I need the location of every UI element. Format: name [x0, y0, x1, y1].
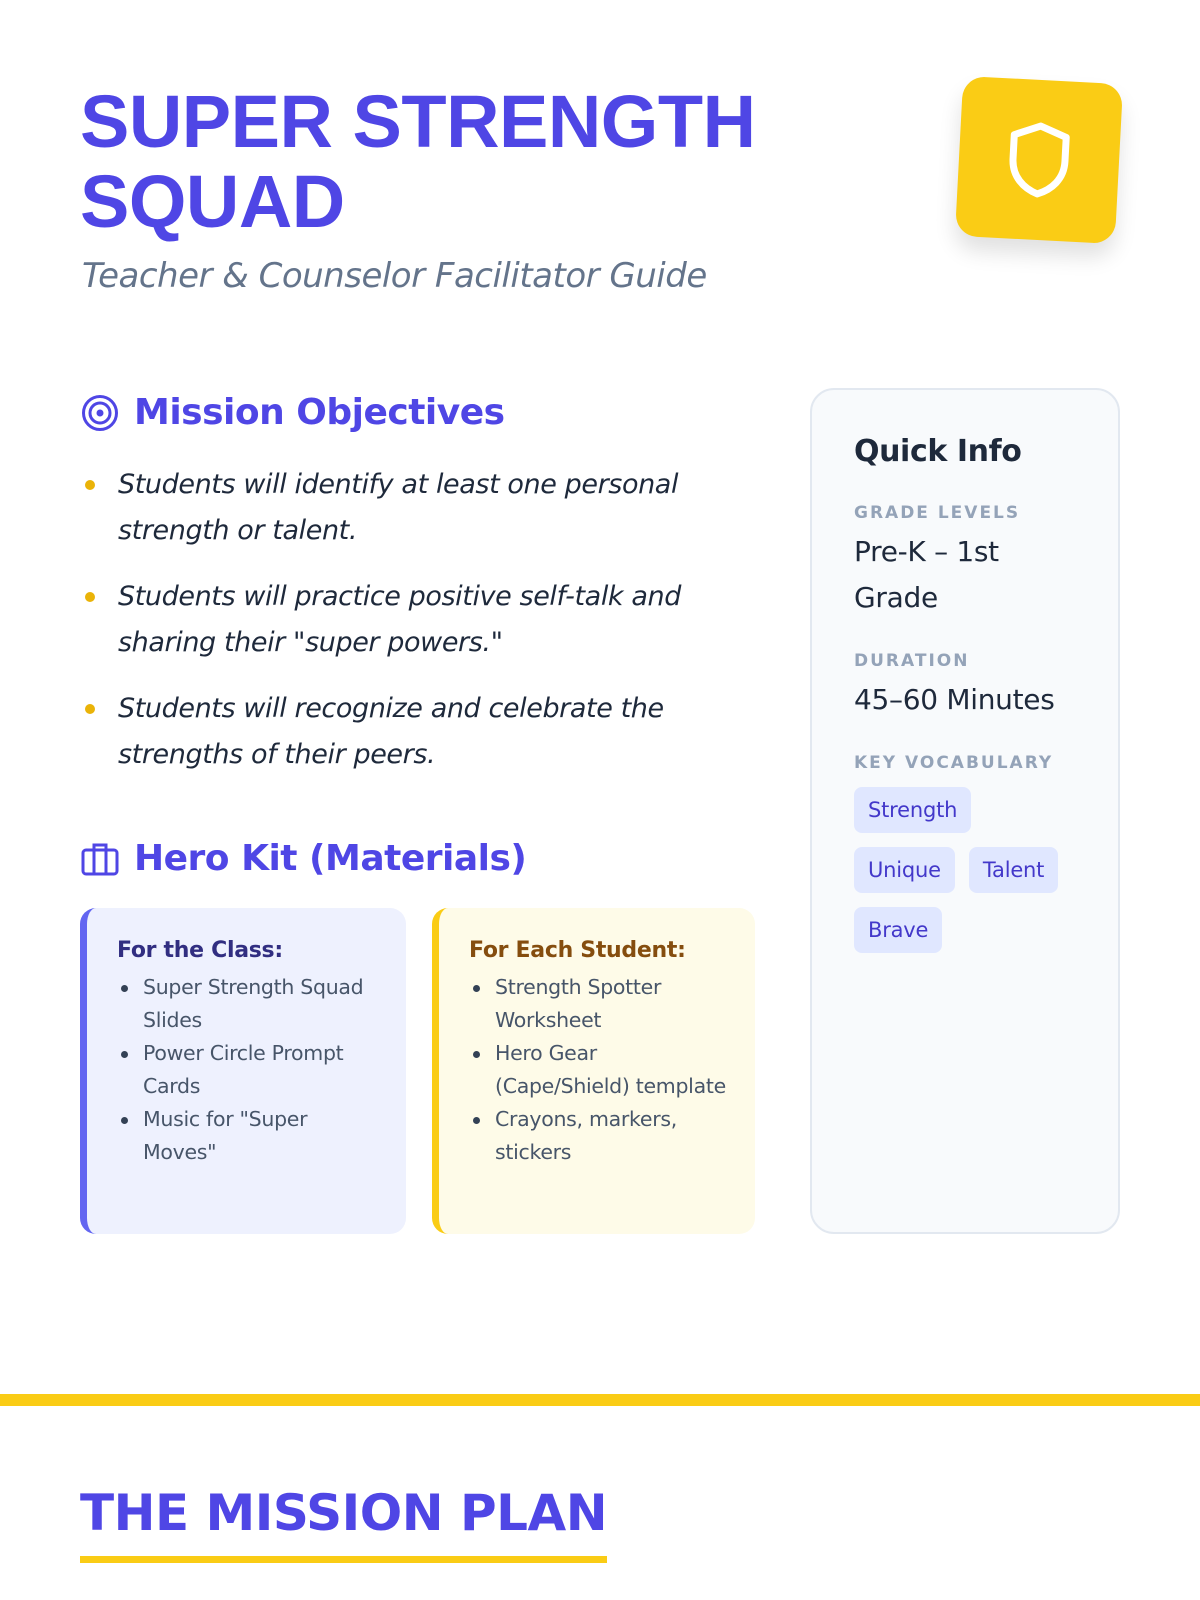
guide-subtitle: Teacher & Counselor Facilitator Guide: [82, 256, 707, 296]
list-item: [80, 686, 720, 778]
bullet-icon: [85, 480, 95, 490]
vocabulary-chips: [854, 787, 1084, 953]
quick-info-title: Quick Info: [854, 434, 1022, 469]
section-divider: [0, 1394, 1200, 1406]
vocab-chip: Brave: [854, 907, 942, 953]
list-item: Strength Spotter Worksheet: [469, 971, 731, 1037]
guide-title: SUPER STRENGTH SQUAD: [80, 80, 756, 243]
key-vocabulary-label: KEY VOCABULARY: [854, 753, 1054, 773]
shield-badge: [955, 76, 1123, 244]
mission-objectives-heading: [80, 392, 505, 433]
objectives-list: [80, 462, 720, 798]
bullet-icon: [85, 704, 95, 714]
class-materials-card: [80, 908, 406, 1234]
list-item: Crayons, markers, stickers: [469, 1103, 731, 1169]
objective-text: Students will identify at least one personal strength or talent.: [118, 469, 679, 546]
list-item: Hero Gear (Cape/Shield) template: [469, 1037, 731, 1103]
briefcase-icon: [80, 839, 120, 879]
student-materials-title: For Each Student:: [469, 938, 686, 963]
vocab-chip: Talent: [969, 847, 1058, 893]
list-item: [80, 462, 720, 554]
hero-kit-heading: [80, 838, 526, 879]
shield-icon: [1005, 120, 1073, 199]
list-item: [80, 574, 720, 666]
grade-levels-value: Pre-K – 1st Grade: [854, 535, 999, 614]
objective-text: Students will recognize and celebrate the strengths of their peers.: [118, 693, 664, 770]
objective-text: Students will practice positive self-talk and sharing their "super powers.": [118, 581, 681, 658]
hero-kit-label: Hero Kit (Materials): [134, 838, 527, 879]
vocab-chip: Unique: [854, 847, 955, 893]
mission-plan-heading: THE MISSION PLAN: [80, 1484, 607, 1563]
mission-objectives-label: Mission Objectives: [134, 392, 505, 433]
class-materials-title: For the Class:: [117, 938, 283, 963]
list-item: Music for "Super Moves": [117, 1103, 382, 1169]
duration-value: 45–60 Minutes: [854, 683, 1055, 716]
duration-label: DURATION: [854, 651, 970, 671]
bullet-icon: [85, 592, 95, 602]
list-item: Power Circle Prompt Cards: [117, 1037, 382, 1103]
list-item: Super Strength Squad Slides: [117, 971, 382, 1037]
vocab-chip: Strength: [854, 787, 971, 833]
student-materials-card: [432, 908, 755, 1234]
quick-info-panel: [810, 388, 1120, 1234]
class-materials-list: [117, 971, 382, 1169]
grade-levels-label: GRADE LEVELS: [854, 503, 1021, 523]
target-icon: [80, 393, 120, 433]
student-materials-list: [469, 971, 731, 1169]
